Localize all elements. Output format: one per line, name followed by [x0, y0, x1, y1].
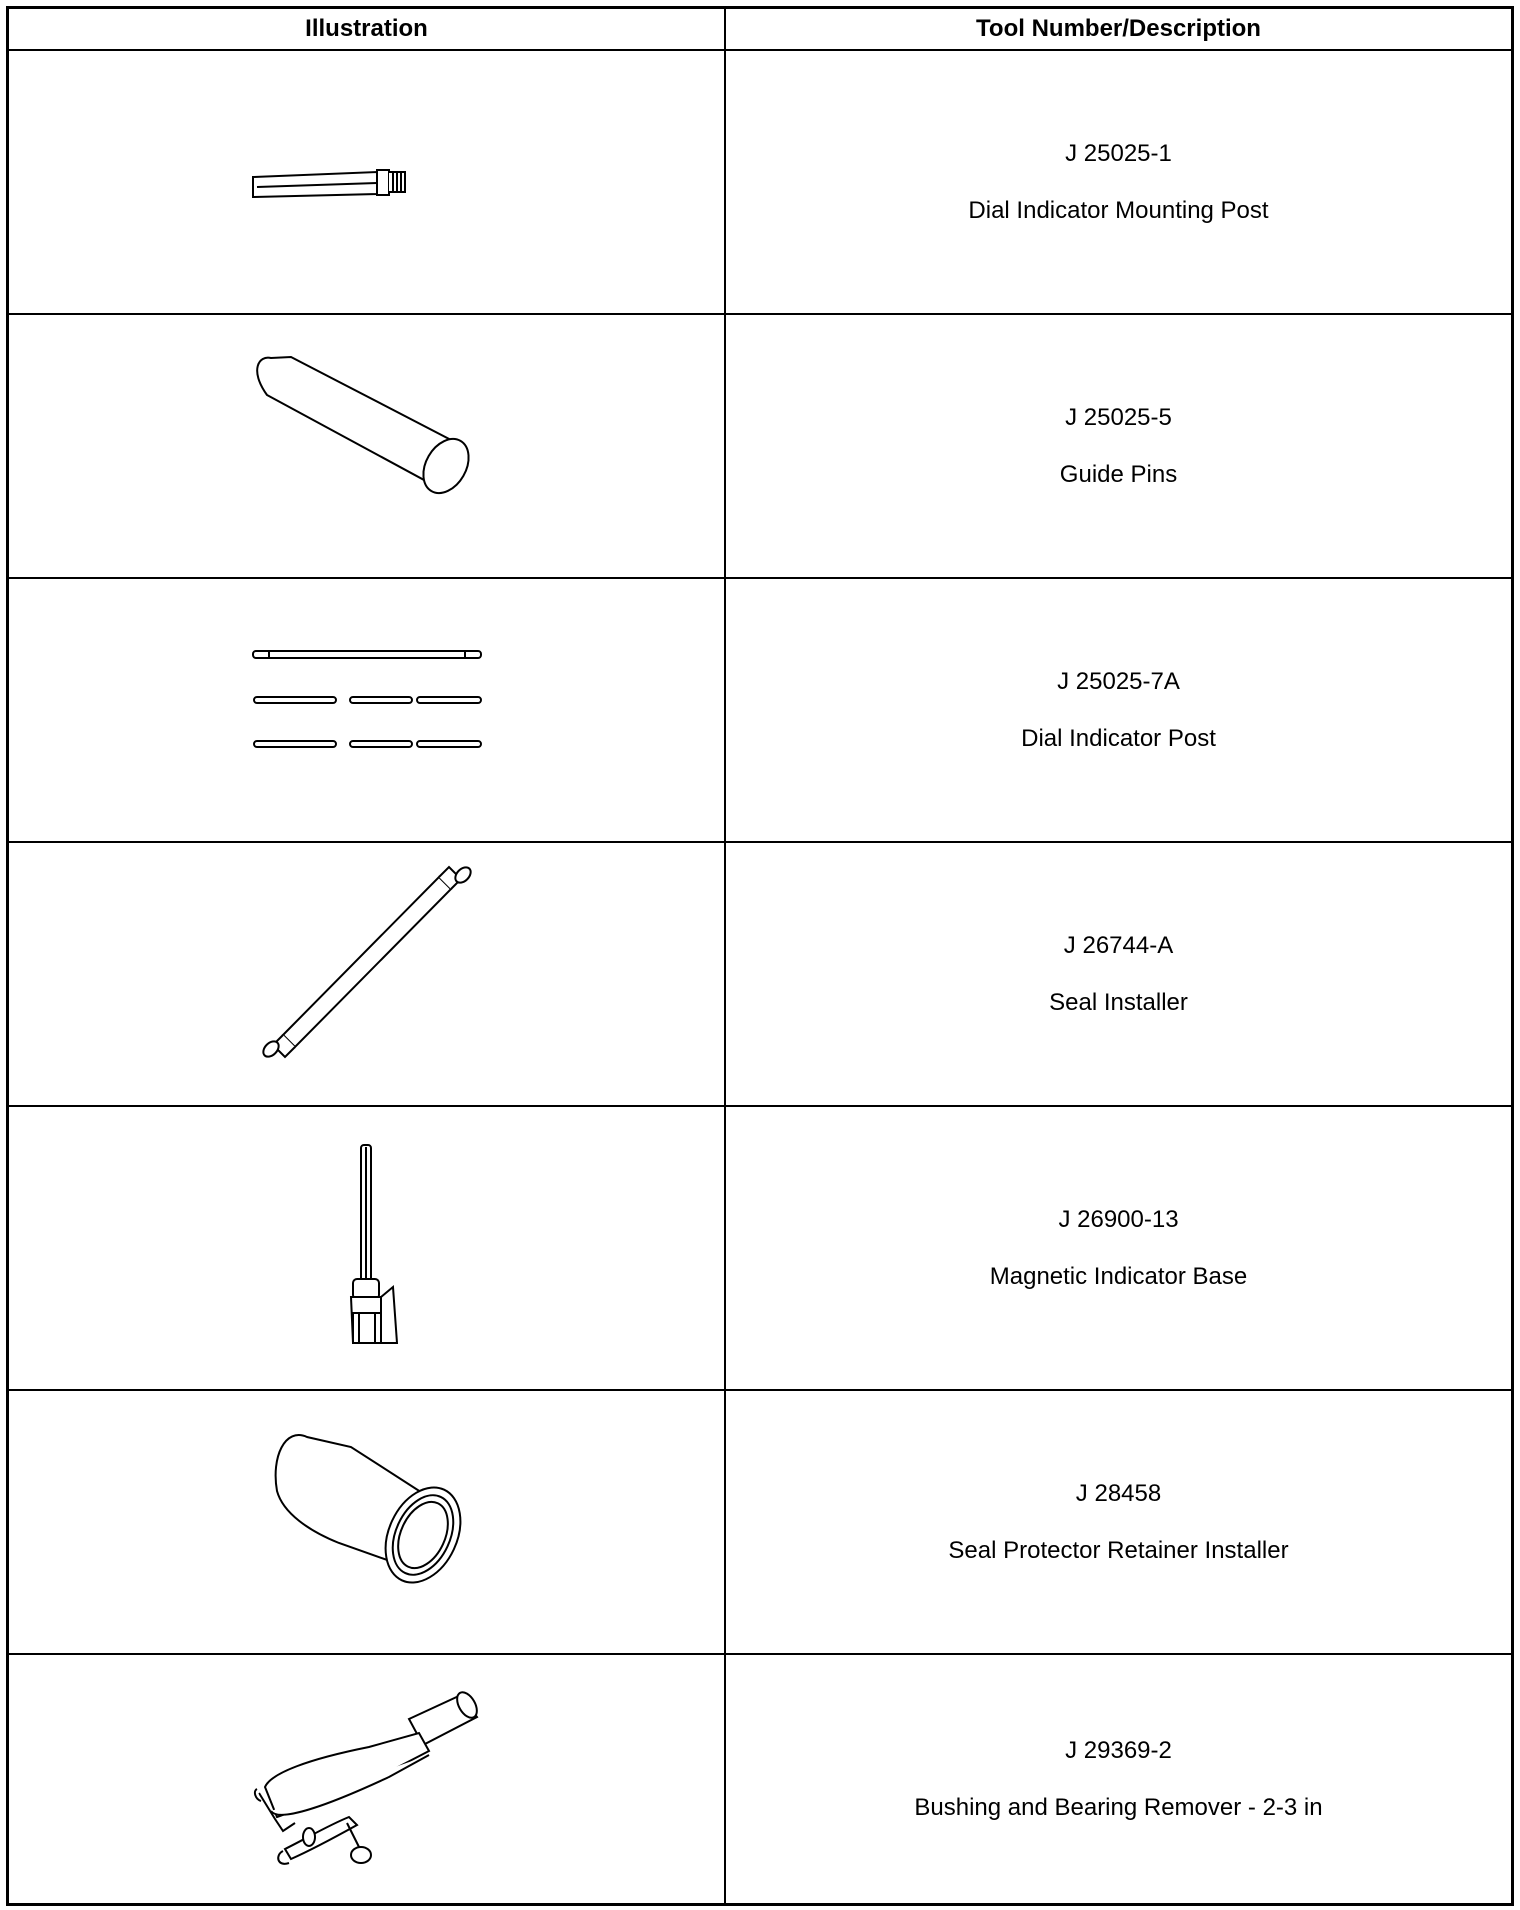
tool-description: Dial Indicator Mounting Post	[968, 196, 1269, 224]
bushing-remover-illustration	[9, 1655, 724, 1903]
tool-description: Guide Pins	[1059, 460, 1178, 488]
table-row	[9, 1107, 1511, 1391]
table-row	[9, 1391, 1511, 1655]
tool-table	[6, 6, 1514, 1906]
indicator-posts-illustration	[9, 579, 724, 841]
tool-number: J 25025-7A	[1057, 667, 1180, 695]
guide-pin-illustration	[9, 315, 724, 577]
magnetic-base-illustration	[9, 1107, 724, 1389]
table-row	[9, 1655, 1511, 1903]
tool-number: J 26900-13	[1058, 1205, 1179, 1233]
tool-description: Magnetic Indicator Base	[989, 1262, 1248, 1290]
tool-description: Bushing and Bearing Remover - 2-3 in	[914, 1793, 1323, 1821]
tool-number: J 25025-1	[1065, 139, 1172, 167]
header-illustration: Illustration	[305, 15, 428, 42]
table-row	[9, 51, 1511, 315]
tool-description: Seal Installer	[1049, 988, 1188, 1016]
seal-installer-illustration	[9, 843, 724, 1105]
tool-description: Seal Protector Retainer Installer	[948, 1536, 1289, 1564]
header-tool-number: Tool Number/Description	[976, 15, 1261, 42]
table-row	[9, 579, 1511, 843]
table-header	[9, 9, 1511, 51]
tool-description: Dial Indicator Post	[1021, 724, 1216, 752]
table-row	[9, 843, 1511, 1107]
tool-number: J 25025-5	[1065, 403, 1172, 431]
tool-number: J 28458	[1075, 1479, 1162, 1507]
mounting-post-illustration	[9, 51, 724, 313]
tool-number: J 26744-A	[1063, 931, 1174, 959]
table-row	[9, 315, 1511, 579]
retainer-installer-illustration	[9, 1391, 724, 1653]
tool-number: J 29369-2	[1065, 1736, 1172, 1764]
